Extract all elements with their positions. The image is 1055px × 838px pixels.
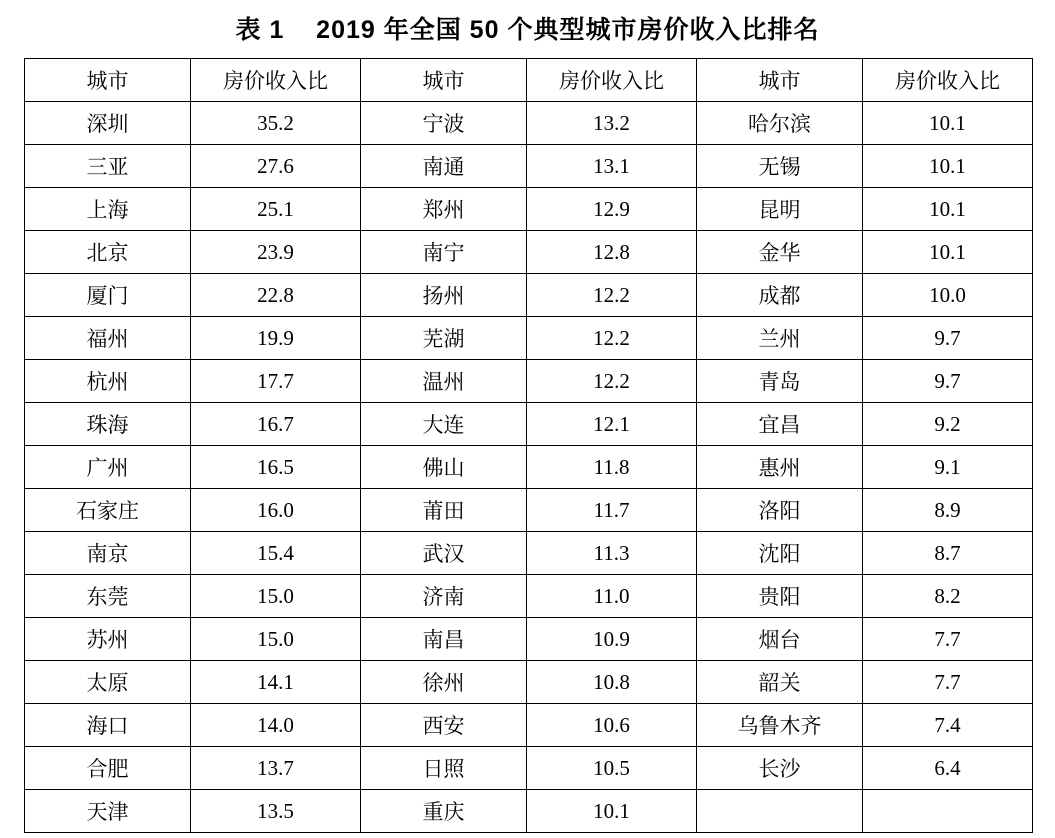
table-cell-ratio: 16.5	[191, 446, 361, 489]
table-cell-city: 金华	[697, 231, 863, 274]
table-row	[25, 532, 1033, 575]
page-title: 表 1 2019 年全国 50 个典型城市房价收入比排名	[235, 16, 820, 44]
table-cell-ratio: 10.8	[527, 661, 697, 704]
table-cell-ratio: 22.8	[191, 274, 361, 317]
table-cell-city: 厦门	[25, 274, 191, 317]
table-cell-ratio: 11.8	[527, 446, 697, 489]
table-cell-city: 无锡	[697, 145, 863, 188]
table-cell-city: 莆田	[361, 489, 527, 532]
table-cell-ratio: 6.4	[863, 747, 1033, 790]
column-header-ratio-2: 房价收入比	[527, 59, 697, 102]
table-cell-city: 大连	[361, 403, 527, 446]
table-cell-ratio: 10.1	[863, 231, 1033, 274]
table-cell-ratio: 16.7	[191, 403, 361, 446]
table-row	[25, 231, 1033, 274]
table-cell-city: 福州	[25, 317, 191, 360]
table-cell-city: 长沙	[697, 747, 863, 790]
table-cell-city: 北京	[25, 231, 191, 274]
table-cell-ratio: 13.1	[527, 145, 697, 188]
table-cell-empty	[697, 790, 863, 833]
table-cell-city: 成都	[697, 274, 863, 317]
table-row	[25, 575, 1033, 618]
table-row	[25, 102, 1033, 145]
table-cell-ratio: 9.2	[863, 403, 1033, 446]
table-cell-ratio: 7.4	[863, 704, 1033, 747]
table-cell-city: 温州	[361, 360, 527, 403]
table-cell-ratio: 8.7	[863, 532, 1033, 575]
table-body	[25, 102, 1033, 833]
column-header-city-3: 城市	[697, 59, 863, 102]
table-row	[25, 704, 1033, 747]
table-cell-ratio: 25.1	[191, 188, 361, 231]
table-cell-city: 青岛	[697, 360, 863, 403]
table-header	[25, 59, 1033, 102]
table-cell-city: 广州	[25, 446, 191, 489]
table-cell-city: 苏州	[25, 618, 191, 661]
table-cell-ratio: 35.2	[191, 102, 361, 145]
table-cell-ratio: 23.9	[191, 231, 361, 274]
table-cell-city: 韶关	[697, 661, 863, 704]
table-cell-ratio: 13.2	[527, 102, 697, 145]
table-cell-ratio: 12.8	[527, 231, 697, 274]
table-cell-city: 南宁	[361, 231, 527, 274]
table-row	[25, 145, 1033, 188]
column-header-city-2: 城市	[361, 59, 527, 102]
table-cell-city: 武汉	[361, 532, 527, 575]
table-row	[25, 489, 1033, 532]
table-cell-city: 上海	[25, 188, 191, 231]
table-cell-city: 宜昌	[697, 403, 863, 446]
table-container	[0, 58, 1055, 833]
table-cell-ratio: 10.1	[527, 790, 697, 833]
table-cell-city: 宁波	[361, 102, 527, 145]
table-cell-city: 南昌	[361, 618, 527, 661]
table-cell-ratio: 8.2	[863, 575, 1033, 618]
table-cell-ratio: 10.6	[527, 704, 697, 747]
table-row	[25, 403, 1033, 446]
table-cell-city: 南通	[361, 145, 527, 188]
table-cell-city: 济南	[361, 575, 527, 618]
column-header-city-1: 城市	[25, 59, 191, 102]
column-header-ratio-3: 房价收入比	[863, 59, 1033, 102]
table-cell-ratio: 15.0	[191, 618, 361, 661]
table-cell-city: 太原	[25, 661, 191, 704]
table-cell-ratio: 15.4	[191, 532, 361, 575]
table-cell-ratio: 13.5	[191, 790, 361, 833]
table-cell-ratio: 7.7	[863, 661, 1033, 704]
table-cell-city: 佛山	[361, 446, 527, 489]
table-cell-ratio: 9.7	[863, 360, 1033, 403]
table-cell-ratio: 27.6	[191, 145, 361, 188]
table-cell-ratio: 14.0	[191, 704, 361, 747]
table-cell-ratio: 19.9	[191, 317, 361, 360]
table-row	[25, 661, 1033, 704]
table-row	[25, 618, 1033, 661]
table-cell-ratio: 11.3	[527, 532, 697, 575]
table-cell-ratio: 11.7	[527, 489, 697, 532]
table-cell-ratio: 12.1	[527, 403, 697, 446]
table-cell-empty	[863, 790, 1033, 833]
table-cell-ratio: 13.7	[191, 747, 361, 790]
table-cell-city: 天津	[25, 790, 191, 833]
table-cell-ratio: 12.2	[527, 360, 697, 403]
table-cell-city: 贵阳	[697, 575, 863, 618]
table-row	[25, 446, 1033, 489]
table-cell-ratio: 7.7	[863, 618, 1033, 661]
table-cell-city: 徐州	[361, 661, 527, 704]
table-cell-ratio: 11.0	[527, 575, 697, 618]
table-cell-city: 哈尔滨	[697, 102, 863, 145]
table-cell-city: 芜湖	[361, 317, 527, 360]
table-cell-city: 烟台	[697, 618, 863, 661]
table-cell-city: 昆明	[697, 188, 863, 231]
table-cell-ratio: 9.1	[863, 446, 1033, 489]
table-cell-city: 兰州	[697, 317, 863, 360]
housing-price-income-ratio-table	[24, 58, 1033, 833]
table-cell-city: 石家庄	[25, 489, 191, 532]
table-cell-ratio: 12.2	[527, 274, 697, 317]
table-header-row	[25, 59, 1033, 102]
table-cell-city: 合肥	[25, 747, 191, 790]
table-cell-ratio: 10.1	[863, 145, 1033, 188]
table-cell-city: 日照	[361, 747, 527, 790]
table-row	[25, 274, 1033, 317]
table-cell-ratio: 14.1	[191, 661, 361, 704]
column-header-ratio-1: 房价收入比	[191, 59, 361, 102]
table-cell-city: 西安	[361, 704, 527, 747]
table-cell-city: 三亚	[25, 145, 191, 188]
table-row	[25, 188, 1033, 231]
table-cell-ratio: 8.9	[863, 489, 1033, 532]
table-cell-city: 东莞	[25, 575, 191, 618]
table-cell-city: 惠州	[697, 446, 863, 489]
table-cell-city: 海口	[25, 704, 191, 747]
table-cell-city: 洛阳	[697, 489, 863, 532]
table-row	[25, 790, 1033, 833]
table-cell-city: 沈阳	[697, 532, 863, 575]
table-cell-ratio: 12.9	[527, 188, 697, 231]
table-cell-city: 杭州	[25, 360, 191, 403]
table-cell-ratio: 12.2	[527, 317, 697, 360]
table-cell-ratio: 10.9	[527, 618, 697, 661]
table-cell-ratio: 17.7	[191, 360, 361, 403]
table-cell-city: 重庆	[361, 790, 527, 833]
table-cell-city: 乌鲁木齐	[697, 704, 863, 747]
table-row	[25, 317, 1033, 360]
table-cell-city: 深圳	[25, 102, 191, 145]
table-cell-ratio: 10.0	[863, 274, 1033, 317]
table-cell-ratio: 16.0	[191, 489, 361, 532]
table-cell-city: 郑州	[361, 188, 527, 231]
table-cell-ratio: 10.1	[863, 102, 1033, 145]
table-cell-ratio: 10.1	[863, 188, 1033, 231]
table-cell-ratio: 15.0	[191, 575, 361, 618]
table-row	[25, 747, 1033, 790]
table-cell-city: 珠海	[25, 403, 191, 446]
table-row	[25, 360, 1033, 403]
table-cell-ratio: 9.7	[863, 317, 1033, 360]
table-cell-city: 扬州	[361, 274, 527, 317]
table-cell-ratio: 10.5	[527, 747, 697, 790]
table-cell-city: 南京	[25, 532, 191, 575]
